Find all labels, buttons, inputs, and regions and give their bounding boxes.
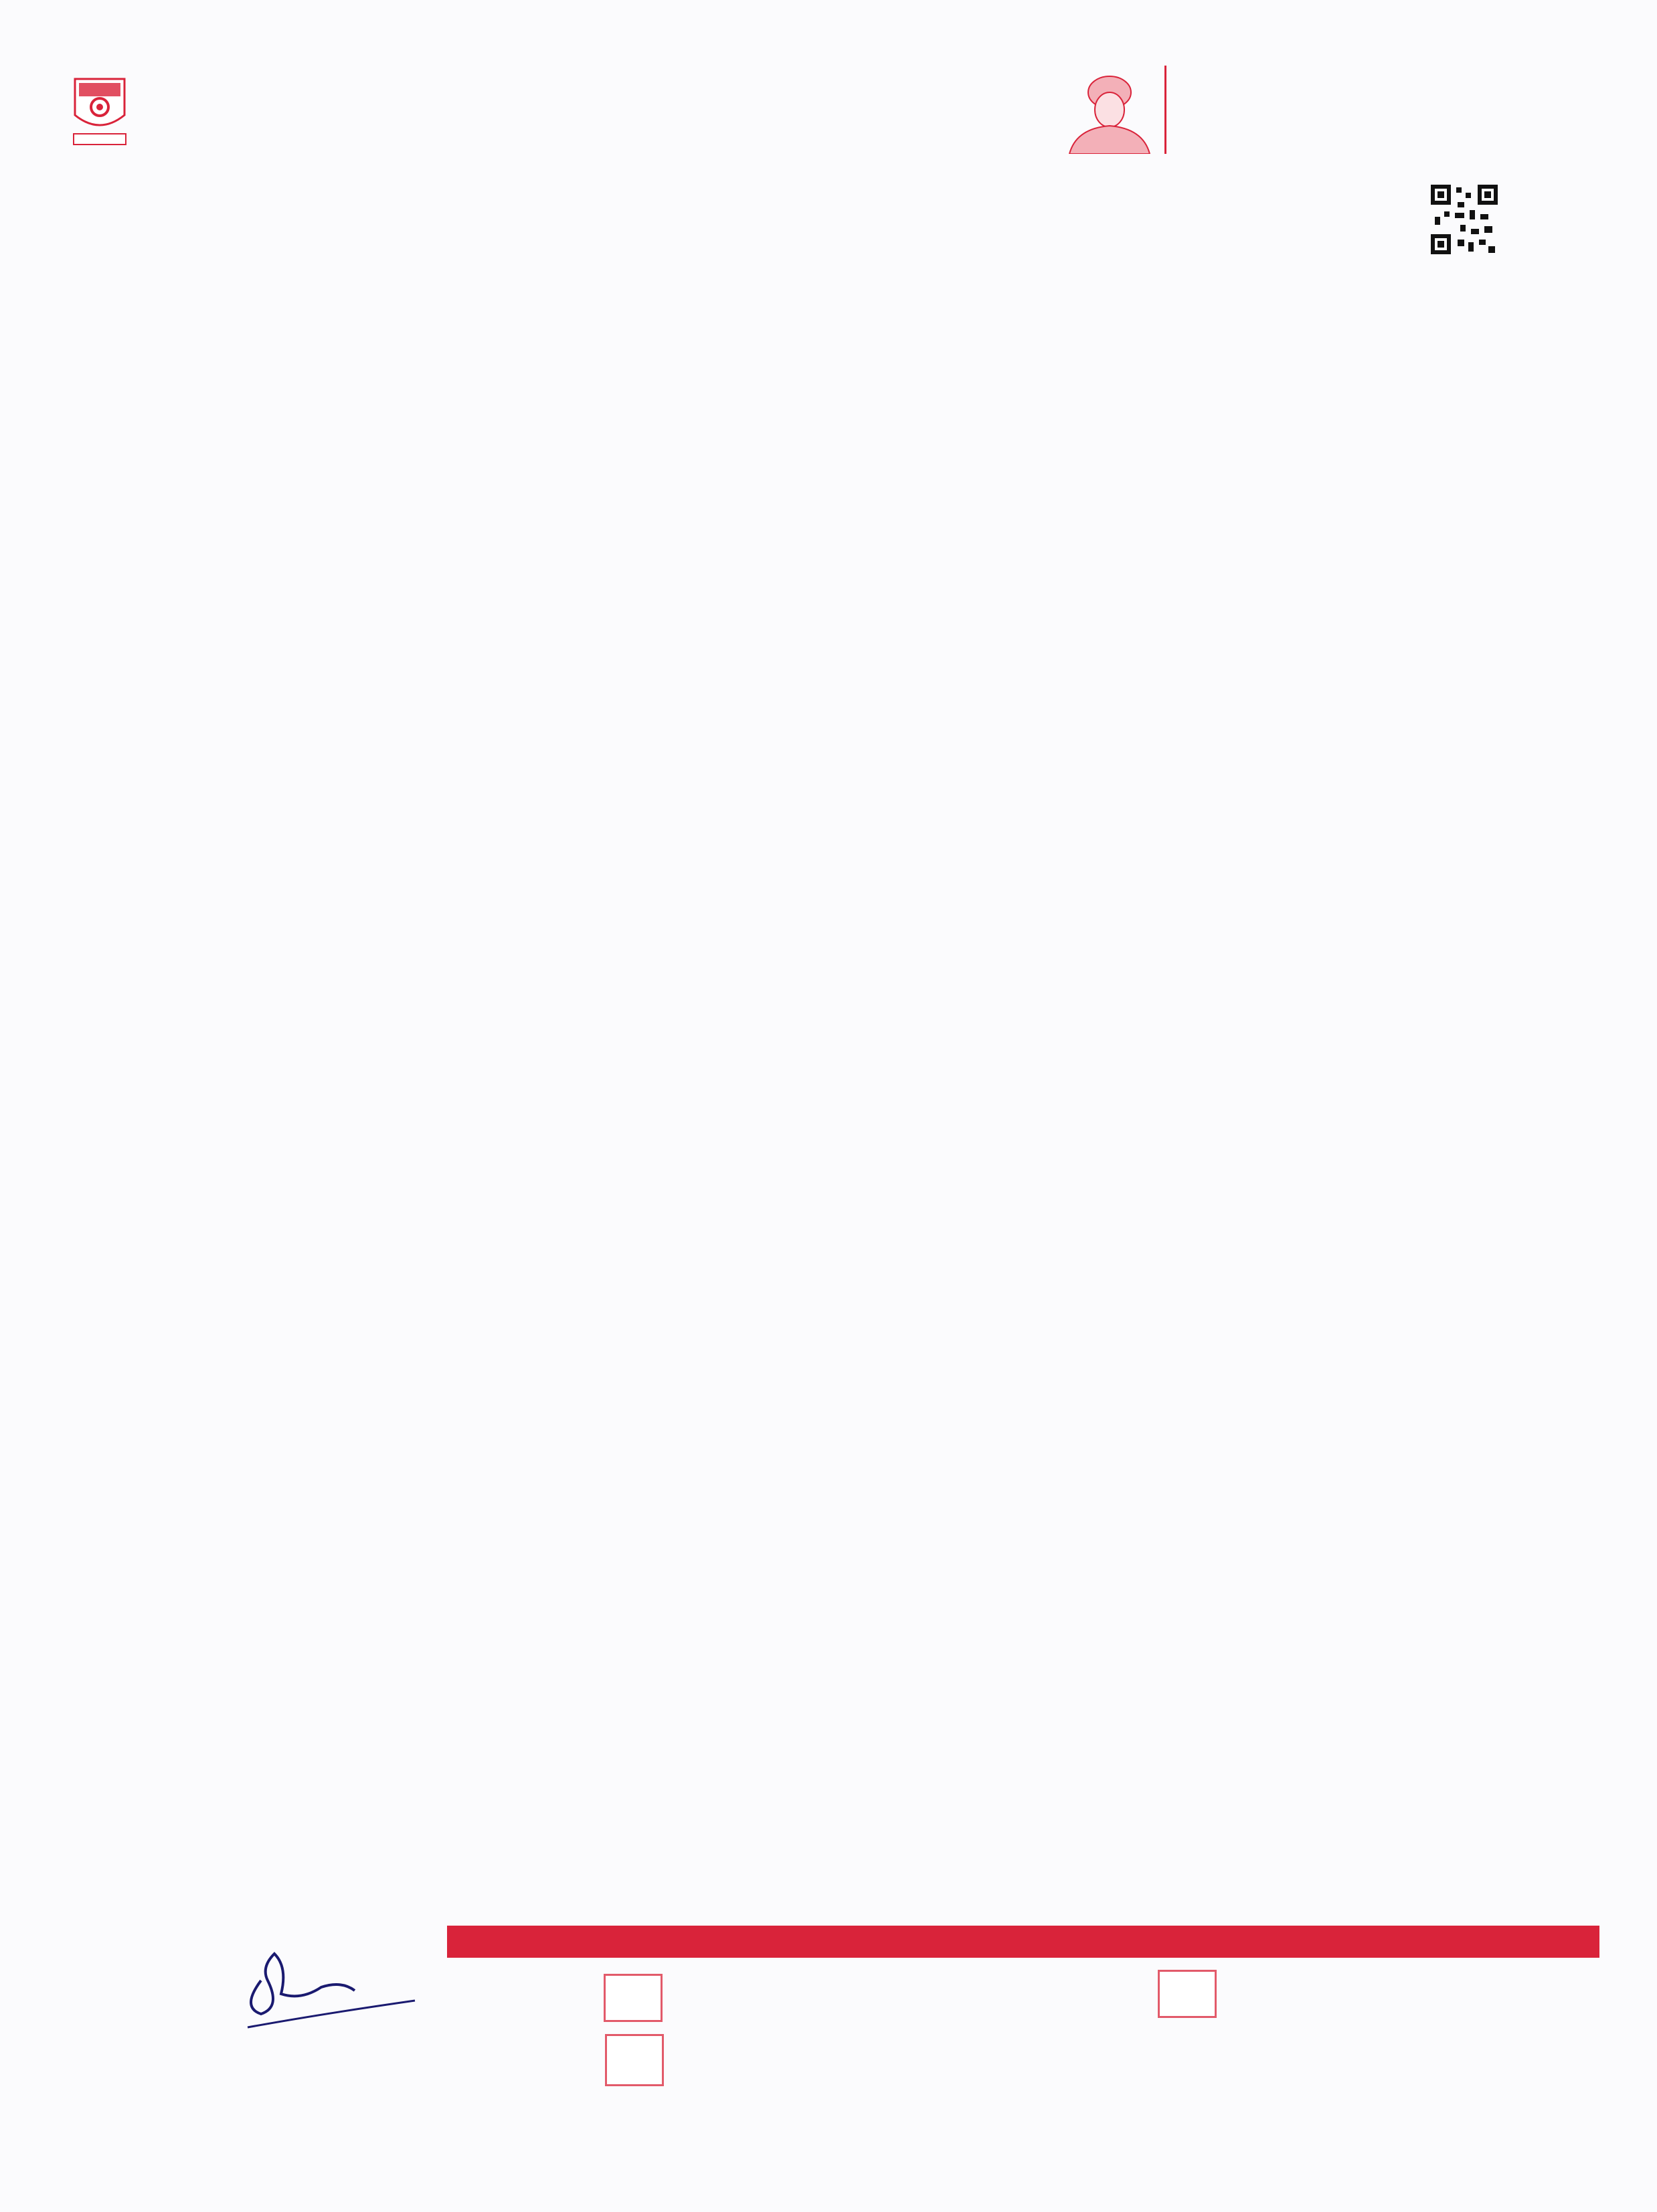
chief-signature	[221, 1927, 435, 2041]
qr-code	[1431, 185, 1498, 254]
header-divider	[1164, 66, 1166, 154]
university-logo	[70, 75, 130, 150]
manual-value-box[interactable]	[605, 2034, 664, 2086]
founder-portrait	[1063, 64, 1156, 154]
absent-value-box[interactable]	[1158, 1970, 1217, 2018]
footer-banner	[447, 1926, 1599, 1958]
present-value-box[interactable]	[604, 1974, 663, 2022]
